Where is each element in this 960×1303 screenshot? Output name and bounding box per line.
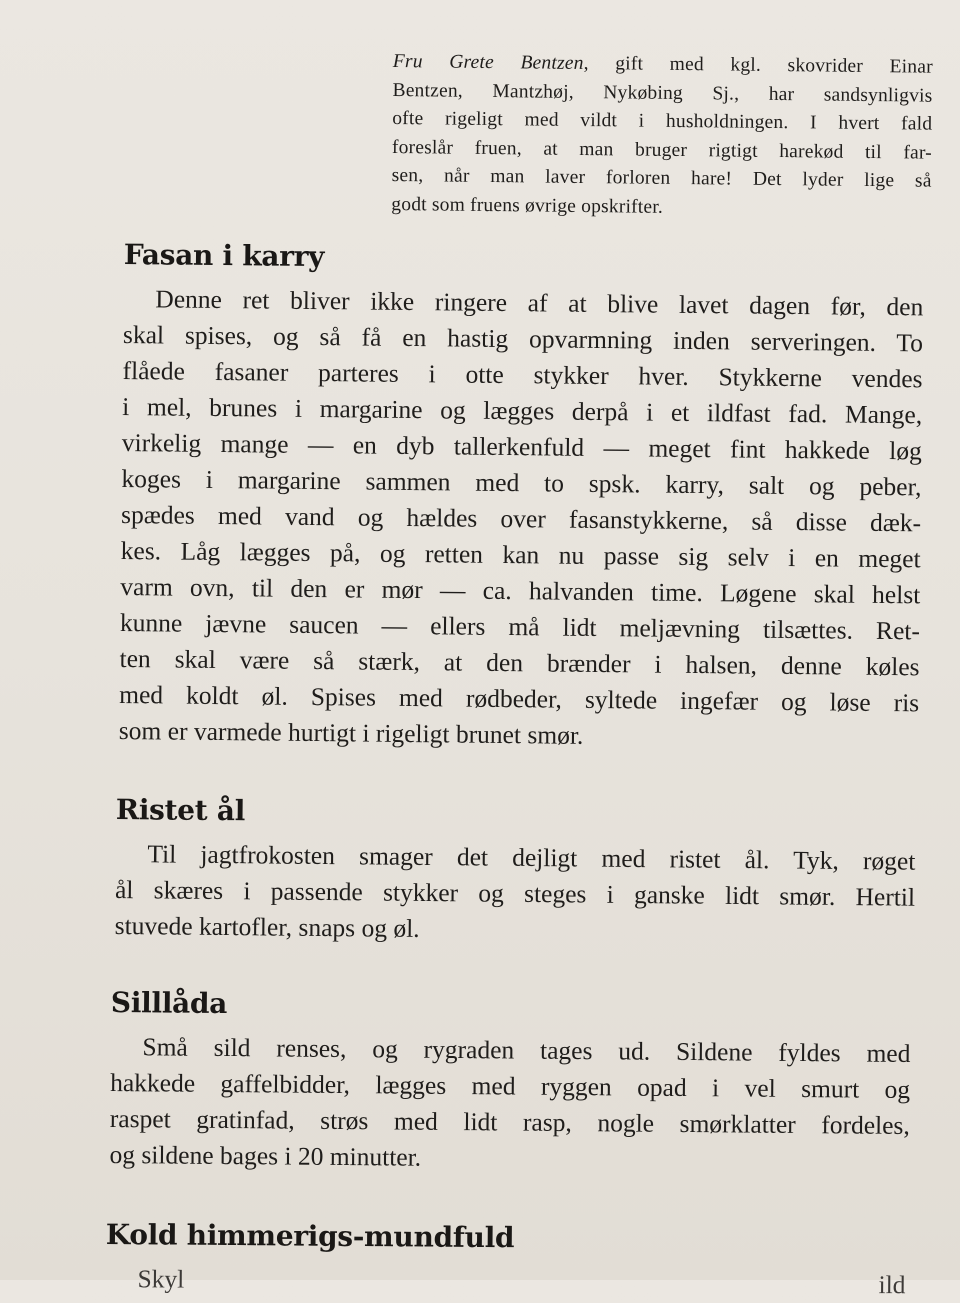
recipe-line: kunne jævne saucen — ellers må lidt meljævning tilsættes. Ret-	[119, 607, 921, 646]
intro-line: sen, når man laver forloren hare! Det lyder lige så	[391, 164, 932, 192]
recipe-line: som er varmede hurtigt i rigeligt brunet smør.	[118, 715, 584, 750]
intro-line: ofte rigeligt med vildt i husholdningen. I hvert fald	[392, 107, 933, 135]
recipe-line: med koldt øl. Spises med rødbeder, syltede ingefær og løse ris	[119, 679, 920, 718]
recipe-title: Ristet ål	[115, 793, 246, 828]
recipe-title: Kold himmerigs-mundfuld	[105, 1218, 515, 1255]
recipe-body	[119, 281, 924, 757]
recipe-line: stuvede kartofler, snaps og øl.	[114, 910, 420, 943]
recipe-line: varm ovn, til den er mør — ca. halvanden time. Løgene skal helst	[120, 571, 921, 610]
recipe-line: koges i margarine sammen med to spsk. karry, salt og peber,	[121, 463, 922, 502]
recipe-ristet-aal	[115, 793, 916, 952]
intro-line: godt som fruens øvrige opskrifter.	[391, 193, 664, 218]
recipe-body	[115, 836, 916, 952]
recipe-line: ål skæres i passende stykker og steges i ganske lidt smør. Hertil	[114, 874, 916, 912]
intro-note	[391, 48, 933, 225]
recipe-line: i mel, brunes i margarine og lægges derpå i et ildfast fad. Mange,	[122, 391, 923, 430]
recipe-line: Små sild renses, og rygraden tages ud. Sildene fyldes med	[142, 1032, 911, 1068]
recipe-line: ten skal være så stærk, at den brænder i halsen, denne køles	[119, 643, 920, 682]
recipe-line-cut: Skyl ild	[137, 1264, 906, 1300]
recipe-line: raspet gratinfad, strøs med lidt rasp, nogle smørklatter fordeles,	[109, 1103, 910, 1140]
recipe-line: skal spises, og så få en hastig opvarmning inden serveringen. To	[122, 319, 924, 358]
recipe-line: virkelig mange — en dyb tallerkenfuld — meget fint hakkede løg	[121, 427, 922, 466]
recipe-line: og sildene bages i 20 minutter.	[109, 1139, 422, 1172]
intro-author-name: Fru Grete Bentzen	[392, 50, 584, 74]
recipe-body	[109, 1029, 910, 1180]
intro-line: foreslår fruen, at man bruger rigtigt harekød til far-	[391, 136, 933, 164]
intro-line: Bentzen, Mantzhøj, Nykøbing Sj., har sandsynligvis	[392, 79, 933, 107]
recipe-line: Denne ret bliver ikke ringere af at blive lavet dagen før, den	[155, 284, 924, 322]
recipe-line: hakkede gaffelbidder, lægges med ryggen opad i vel smurt og	[110, 1067, 911, 1104]
recipe-kold-himmerigs-mundfuld	[105, 1218, 906, 1300]
recipe-line: kes. Låg lægges på, og retten kan nu passe sig selv i en meget	[120, 535, 921, 574]
recipe-line: Til jagtfrokosten smager det dejligt med ristet ål. Tyk, røget	[147, 839, 916, 876]
recipe-fasan-i-karry	[119, 238, 924, 757]
recipe-body	[106, 1261, 906, 1300]
recipe-line: spædes med vand og hældes over fasanstykkerne, så disse dæk-	[120, 499, 922, 538]
recipe-silllada	[109, 986, 911, 1180]
intro-line-text: , gift med kgl. skovrider Einar	[583, 52, 933, 78]
recipe-title: Silllåda	[110, 986, 228, 1021]
recipe-line: flåede fasaner parteres i otte stykker hver. Stykkerne vendes	[122, 355, 923, 394]
recipe-title: Fasan i karry	[123, 238, 325, 274]
